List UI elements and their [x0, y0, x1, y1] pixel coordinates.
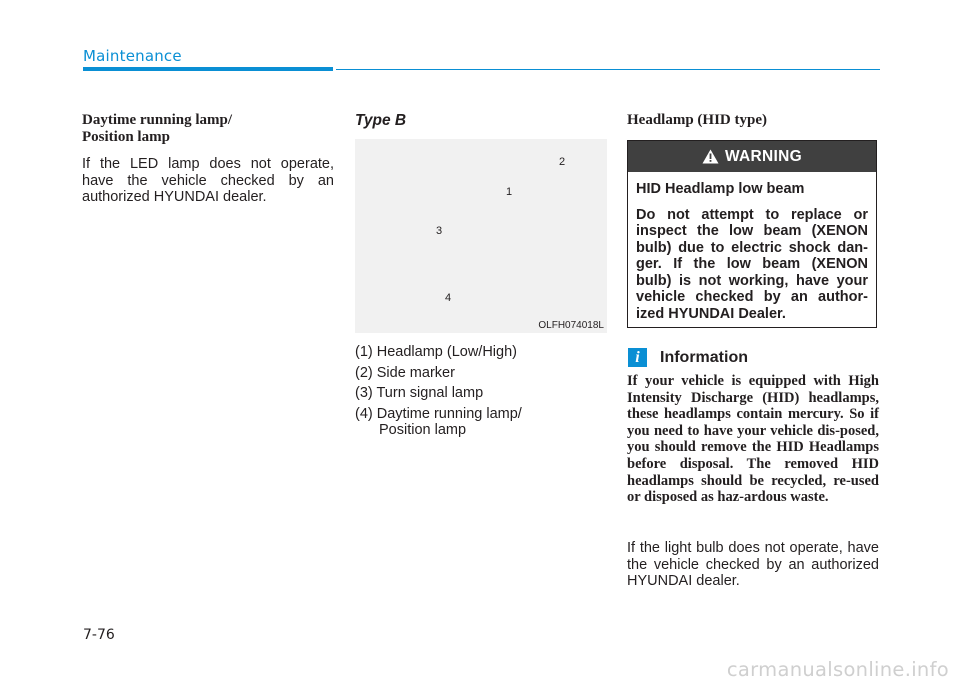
drl-heading-line1: Daytime running lamp/: [82, 112, 233, 128]
figure-code: OLFH074018L: [538, 320, 604, 331]
type-label: Type B: [355, 112, 407, 129]
legend-item-3: (3) Turn signal lamp: [355, 385, 484, 401]
warning-triangle-icon: [702, 149, 719, 164]
watermark: carmanualsonline.info: [726, 658, 949, 681]
warning-title: HID Headlamp low beam: [636, 181, 805, 197]
header-rule-thick: [83, 67, 333, 71]
warning-text: Do not attempt to replace or inspect the low beam (XENON bulb) due to electric shock dan-ger. If the low beam (XENON bulb) is not working, have your vehicle checked by an author-ized HYUNDAI Dealer.: [636, 206, 868, 322]
hid-heading: Headlamp (HID type): [627, 112, 767, 128]
callout-2: 2: [559, 156, 566, 168]
bulb-dealer-text: If the light bulb does not operate, have the vehicle checked by an authorized HYUNDAI dealer.: [627, 540, 879, 589]
column-middle: [355, 112, 607, 130]
header-rule-thin: [336, 69, 880, 70]
warning-body: [628, 172, 876, 322]
information-heading: [628, 348, 748, 367]
warning-box: [627, 140, 877, 328]
info-icon: i: [628, 348, 647, 367]
callout-3: 3: [436, 225, 443, 237]
page-number: 7-76: [83, 627, 115, 643]
legend-item-1: (1) Headlamp (Low/High): [355, 344, 517, 360]
column-right: [627, 112, 879, 129]
callout-4: 4: [445, 292, 452, 304]
information-text: If your vehicle is equipped with High Intensity Discharge (HID) headlamps, these headlamps contain mercury. So if you need to have your vehicle dis-posed, you should remove the HID Headlamps before disposal. The removed HID headlamps should be recycled, re-used or disposed as haz-ardous waste.: [627, 373, 879, 506]
figure-legend: [355, 344, 607, 443]
legend-item-2: (2) Side marker: [355, 364, 455, 381]
drl-heading-line2: Position lamp: [82, 129, 170, 145]
warning-bar: [628, 141, 876, 172]
warning-label: WARNING: [724, 147, 802, 165]
column-left: [82, 112, 334, 206]
section-title: Maintenance: [83, 47, 182, 65]
drl-heading: [82, 112, 334, 146]
callout-1: 1: [506, 186, 513, 198]
drl-body: If the LED lamp does not operate, have the vehicle checked by an authorized HYUNDAI dealer.: [82, 156, 334, 205]
legend-item-4-cont: Position lamp: [379, 422, 467, 438]
legend-item-4: (4) Daytime running lamp/: [355, 405, 522, 422]
information-title: Information: [660, 348, 748, 366]
lamp-figure: [355, 139, 607, 333]
